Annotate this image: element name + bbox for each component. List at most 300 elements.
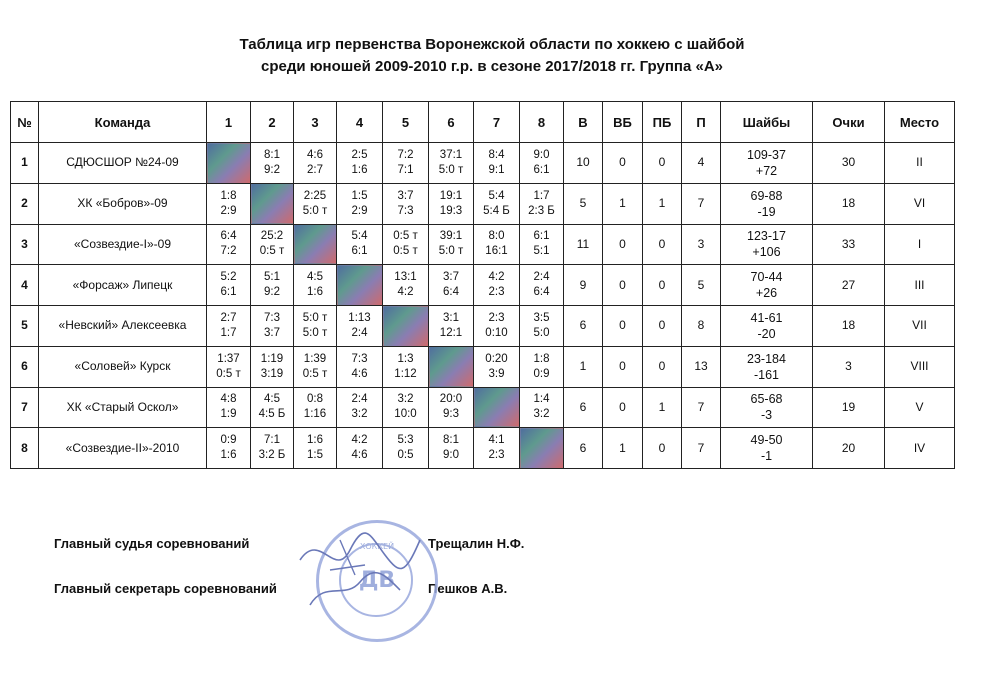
row-number: 3 <box>11 224 39 265</box>
goals-value: 41-61 <box>750 310 783 325</box>
score-value: 2:3 <box>488 286 505 299</box>
score-value: 2:9 <box>351 204 368 217</box>
score-value: 1:6 <box>307 434 323 447</box>
score-cell <box>429 387 474 428</box>
score-value: 0:5 <box>397 449 414 462</box>
score-value: 3:9 <box>488 367 505 380</box>
score-value: 7:2 <box>220 245 237 258</box>
score-cell <box>337 387 383 428</box>
score-cell <box>383 265 429 306</box>
score-value: 0:5 т <box>302 367 328 380</box>
diagonal-cell <box>251 183 294 224</box>
losses-cell: 4 <box>682 143 721 184</box>
diagonal-cell <box>429 346 474 387</box>
ot-wins-cell: 0 <box>603 265 643 306</box>
ot-losses-cell: 0 <box>643 306 682 347</box>
score-value: 4:6 <box>307 148 323 161</box>
team-name: ХК «Бобров»-09 <box>39 183 207 224</box>
score-value: 6:4 <box>443 286 459 299</box>
diagonal-cell <box>474 387 520 428</box>
score-cell <box>429 428 474 469</box>
score-value: 1:8 <box>220 189 237 202</box>
goals-value: -20 <box>757 326 776 341</box>
score-value: 0:5 т <box>259 245 285 258</box>
score-cell <box>383 224 429 265</box>
score-value: 7:1 <box>264 434 280 447</box>
row-number: 5 <box>11 306 39 347</box>
goals-value: 49-50 <box>750 433 783 448</box>
score-value: 3:7 <box>397 189 414 202</box>
score-value: 3:5 <box>533 311 550 324</box>
team-name: «Невский» Алексеевка <box>39 306 207 347</box>
ot-losses-cell: 0 <box>643 224 682 265</box>
ot-wins-cell: 0 <box>603 306 643 347</box>
score-value: 0:9 <box>533 367 550 380</box>
goals-value: +106 <box>752 245 781 260</box>
goals-value: 109-37 <box>747 147 786 162</box>
score-value: 25:2 <box>260 230 284 243</box>
score-value: 9:0 <box>443 449 459 462</box>
ot-wins-cell: 1 <box>603 183 643 224</box>
header-cell: 3 <box>294 102 337 143</box>
diagonal-cell <box>207 143 251 184</box>
points-cell: 33 <box>813 224 885 265</box>
score-value: 4:5 <box>264 393 280 406</box>
score-value: 4:8 <box>220 393 237 406</box>
goals-value: -19 <box>757 204 776 219</box>
score-value: 20:0 <box>439 393 463 406</box>
score-value: 0:5 т <box>393 245 418 258</box>
score-cell <box>294 183 337 224</box>
ot-losses-cell: 0 <box>643 265 682 306</box>
points-cell: 19 <box>813 387 885 428</box>
score-cell <box>429 224 474 265</box>
score-value: 12:1 <box>439 326 463 339</box>
score-value: 5:1 <box>264 271 280 284</box>
goals-value: -3 <box>760 408 773 423</box>
ot-wins-cell: 1 <box>603 428 643 469</box>
score-cell <box>474 306 520 347</box>
score-cell <box>251 306 294 347</box>
score-value: 1:16 <box>303 408 327 421</box>
score-value: 4:5 <box>307 271 323 284</box>
score-value: 19:3 <box>439 204 463 217</box>
score-value: 1:6 <box>307 286 323 299</box>
header-cell: В <box>564 102 603 143</box>
score-value: 0:10 <box>485 326 508 339</box>
points-cell: 3 <box>813 346 885 387</box>
score-cell <box>294 306 337 347</box>
points-cell: 27 <box>813 265 885 306</box>
ot-losses-cell: 0 <box>643 346 682 387</box>
goals-value: 70-44 <box>750 270 783 285</box>
ot-wins-cell: 0 <box>603 143 643 184</box>
ot-losses-cell: 1 <box>643 183 682 224</box>
losses-cell: 8 <box>682 306 721 347</box>
wins-cell: 5 <box>564 183 603 224</box>
score-value: 5:1 <box>533 245 550 258</box>
score-value: 37:1 <box>439 148 463 161</box>
table-row <box>11 224 955 265</box>
table-row <box>11 183 955 224</box>
score-cell <box>207 387 251 428</box>
score-value: 5:0 т <box>302 311 328 324</box>
score-value: 1:6 <box>351 163 368 176</box>
secretary-name: Пешков А.В. <box>428 581 508 596</box>
row-number: 1 <box>11 143 39 184</box>
team-name: «Созвездие-I»-09 <box>39 224 207 265</box>
score-value: 3:2 <box>351 408 368 421</box>
losses-cell: 13 <box>682 346 721 387</box>
ot-wins-cell: 0 <box>603 224 643 265</box>
table-row <box>11 428 955 469</box>
svg-text:ДВ: ДВ <box>358 568 396 593</box>
header-cell: Команда <box>39 102 207 143</box>
score-cell <box>429 306 474 347</box>
wins-cell: 11 <box>564 224 603 265</box>
score-value: 1:3 <box>397 352 414 365</box>
document-title <box>0 34 984 78</box>
wins-cell: 10 <box>564 143 603 184</box>
score-cell <box>520 265 564 306</box>
score-cell <box>207 428 251 469</box>
score-value: 2:4 <box>351 393 368 406</box>
score-value: 3:2 Б <box>258 449 286 462</box>
score-value: 2:4 <box>533 271 550 284</box>
title-line-1: Таблица игр первенства Воронежской области по хоккею с шайбой <box>239 36 745 53</box>
team-name: «Соловей» Курск <box>39 346 207 387</box>
losses-cell: 3 <box>682 224 721 265</box>
score-cell <box>337 428 383 469</box>
score-value: 9:0 <box>533 148 550 161</box>
score-cell <box>207 265 251 306</box>
score-value: 5:0 т <box>302 326 328 339</box>
score-value: 5:4 <box>488 189 505 202</box>
score-value: 4:5 Б <box>258 408 286 421</box>
score-cell <box>251 387 294 428</box>
wins-cell: 9 <box>564 265 603 306</box>
wins-cell: 6 <box>564 387 603 428</box>
table-body <box>11 143 955 469</box>
score-value: 7:1 <box>397 163 414 176</box>
score-value: 1:9 <box>220 408 237 421</box>
score-value: 6:1 <box>533 230 550 243</box>
goals-value: +72 <box>755 163 778 178</box>
row-number: 8 <box>11 428 39 469</box>
score-cell <box>429 265 474 306</box>
score-value: 5:0 т <box>438 163 464 176</box>
wins-cell: 6 <box>564 306 603 347</box>
score-cell <box>251 265 294 306</box>
score-value: 2:5 <box>351 148 368 161</box>
score-value: 5:0 т <box>302 204 328 217</box>
header-cell: 6 <box>429 102 474 143</box>
score-value: 13:1 <box>394 271 417 284</box>
score-value: 2:3 <box>488 311 505 324</box>
score-cell <box>474 183 520 224</box>
score-value: 1:39 <box>303 352 327 365</box>
score-value: 9:2 <box>264 286 280 299</box>
goals-cell <box>721 224 813 265</box>
score-value: 3:19 <box>260 367 284 380</box>
score-cell <box>294 265 337 306</box>
goals-cell <box>721 387 813 428</box>
score-cell <box>383 346 429 387</box>
score-value: 7:2 <box>397 148 414 161</box>
row-number: 4 <box>11 265 39 306</box>
score-value: 1:19 <box>260 352 284 365</box>
score-value: 8:1 <box>443 434 459 447</box>
score-cell <box>251 143 294 184</box>
score-cell <box>337 306 383 347</box>
score-cell <box>383 183 429 224</box>
score-value: 3:2 <box>533 408 550 421</box>
points-cell: 18 <box>813 306 885 347</box>
points-cell: 30 <box>813 143 885 184</box>
score-cell <box>294 346 337 387</box>
place-cell: VI <box>885 183 955 224</box>
score-value: 2:7 <box>220 311 237 324</box>
score-value: 3:1 <box>443 311 459 324</box>
header-cell: Место <box>885 102 955 143</box>
table-row <box>11 143 955 184</box>
diagonal-cell <box>383 306 429 347</box>
score-value: 0:5 т <box>216 367 241 380</box>
score-cell <box>520 143 564 184</box>
place-cell: VII <box>885 306 955 347</box>
table-row <box>11 306 955 347</box>
goals-cell <box>721 143 813 184</box>
place-cell: II <box>885 143 955 184</box>
wins-cell: 6 <box>564 428 603 469</box>
secretary-label: Главный секретарь соревнований <box>54 581 277 596</box>
score-value: 8:4 <box>488 148 505 161</box>
score-value: 4:6 <box>351 449 368 462</box>
score-value: 4:2 <box>488 271 505 284</box>
header-cell: ВБ <box>603 102 643 143</box>
stamp-text: ХОККЕЙ <box>359 542 395 551</box>
diagonal-cell <box>520 428 564 469</box>
losses-cell: 7 <box>682 183 721 224</box>
header-cell: Шайбы <box>721 102 813 143</box>
score-value: 39:1 <box>439 230 463 243</box>
score-value: 6:4 <box>533 286 550 299</box>
score-value: 4:1 <box>488 434 505 447</box>
points-cell: 18 <box>813 183 885 224</box>
score-value: 0:5 т <box>393 230 418 243</box>
table-row <box>11 387 955 428</box>
header-cell: 5 <box>383 102 429 143</box>
score-cell <box>337 183 383 224</box>
row-number: 7 <box>11 387 39 428</box>
place-cell: I <box>885 224 955 265</box>
ot-losses-cell: 1 <box>643 387 682 428</box>
place-cell: IV <box>885 428 955 469</box>
score-value: 7:3 <box>264 311 280 324</box>
score-value: 9:1 <box>488 163 505 176</box>
score-cell <box>474 346 520 387</box>
score-value: 3:2 <box>397 393 414 406</box>
diagonal-cell <box>337 265 383 306</box>
score-cell <box>383 428 429 469</box>
goals-value: +26 <box>755 286 778 301</box>
goals-value: 23-184 <box>747 351 786 366</box>
ot-wins-cell: 0 <box>603 346 643 387</box>
goals-cell <box>721 428 813 469</box>
score-cell <box>429 143 474 184</box>
score-value: 1:37 <box>217 352 240 365</box>
points-cell: 20 <box>813 428 885 469</box>
row-number: 6 <box>11 346 39 387</box>
ot-losses-cell: 0 <box>643 143 682 184</box>
score-cell <box>337 143 383 184</box>
score-cell <box>520 387 564 428</box>
place-cell: V <box>885 387 955 428</box>
score-value: 5:4 Б <box>483 204 510 217</box>
score-cell <box>520 306 564 347</box>
goals-cell <box>721 346 813 387</box>
team-name: СДЮСШОР №24-09 <box>39 143 207 184</box>
goals-cell <box>721 306 813 347</box>
score-cell <box>520 224 564 265</box>
score-cell <box>207 346 251 387</box>
header-cell: 8 <box>520 102 564 143</box>
score-value: 2:25 <box>303 189 327 202</box>
score-value: 8:1 <box>264 148 280 161</box>
score-value: 2:7 <box>307 163 323 176</box>
judge-name: Трещалин Н.Ф. <box>428 536 525 551</box>
table-row <box>11 265 955 306</box>
goals-value: 69-88 <box>750 188 783 203</box>
losses-cell: 7 <box>682 428 721 469</box>
score-cell <box>429 183 474 224</box>
score-value: 4:2 <box>397 286 414 299</box>
score-cell <box>251 224 294 265</box>
score-value: 1:5 <box>351 189 368 202</box>
score-value: 19:1 <box>439 189 463 202</box>
score-cell <box>520 346 564 387</box>
losses-cell: 7 <box>682 387 721 428</box>
score-value: 7:3 <box>351 352 368 365</box>
score-value: 6:1 <box>351 245 368 258</box>
score-value: 2:9 <box>220 204 237 217</box>
score-value: 6:1 <box>533 163 550 176</box>
score-value: 3:7 <box>443 271 459 284</box>
score-value: 8:0 <box>488 230 505 243</box>
header-cell: 7 <box>474 102 520 143</box>
ot-wins-cell: 0 <box>603 387 643 428</box>
row-number: 2 <box>11 183 39 224</box>
judge-label: Главный судья соревнований <box>54 536 250 551</box>
score-value: 5:2 <box>220 271 237 284</box>
score-cell <box>383 143 429 184</box>
score-value: 7:3 <box>397 204 414 217</box>
score-value: 1:12 <box>394 367 417 380</box>
place-cell: III <box>885 265 955 306</box>
score-cell <box>294 428 337 469</box>
score-value: 1:13 <box>348 311 371 324</box>
goals-value: 65-68 <box>750 392 783 407</box>
score-value: 1:7 <box>533 189 550 202</box>
header-cell: № <box>11 102 39 143</box>
losses-cell: 5 <box>682 265 721 306</box>
score-cell <box>474 143 520 184</box>
score-cell <box>207 306 251 347</box>
diagonal-cell <box>294 224 337 265</box>
header-cell: ПБ <box>643 102 682 143</box>
score-value: 1:6 <box>220 449 237 462</box>
header-cell: 1 <box>207 102 251 143</box>
score-value: 1:8 <box>533 352 550 365</box>
score-value: 6:1 <box>220 286 237 299</box>
team-name: ХК «Старый Оскол» <box>39 387 207 428</box>
score-value: 0:8 <box>307 393 323 406</box>
standings-table <box>10 101 955 469</box>
header-cell: Очки <box>813 102 885 143</box>
score-cell <box>520 183 564 224</box>
score-value: 0:20 <box>485 352 508 365</box>
score-value: 1:4 <box>533 393 550 406</box>
ot-losses-cell: 0 <box>643 428 682 469</box>
goals-value: 123-17 <box>747 229 786 244</box>
team-name: «Форсаж» Липецк <box>39 265 207 306</box>
score-value: 16:1 <box>485 245 508 258</box>
score-value: 5:3 <box>397 434 414 447</box>
score-value: 10:0 <box>394 408 417 421</box>
score-value: 3:7 <box>264 326 280 339</box>
score-cell <box>474 224 520 265</box>
score-cell <box>383 387 429 428</box>
goals-value: -1 <box>760 449 773 464</box>
score-value: 2:3 <box>488 449 505 462</box>
score-value: 6:4 <box>220 230 237 243</box>
score-cell <box>251 346 294 387</box>
goals-value: -161 <box>753 367 780 382</box>
title-line-2: среди юношей 2009-2010 г.р. в сезоне 2017/2018 гг. Группа «А» <box>260 58 723 75</box>
header-cell: П <box>682 102 721 143</box>
score-value: 9:3 <box>443 408 459 421</box>
score-cell <box>337 224 383 265</box>
score-value: 2:3 Б <box>528 204 555 217</box>
score-cell <box>207 224 251 265</box>
header-cell: 4 <box>337 102 383 143</box>
score-cell <box>294 387 337 428</box>
place-cell: VIII <box>885 346 955 387</box>
score-value: 4:6 <box>351 367 368 380</box>
header-cell: 2 <box>251 102 294 143</box>
score-value: 5:0 т <box>438 245 464 258</box>
score-value: 1:7 <box>220 326 237 339</box>
score-cell <box>474 265 520 306</box>
score-value: 0:9 <box>220 434 237 447</box>
score-value: 4:2 <box>351 434 368 447</box>
score-value: 9:2 <box>264 163 280 176</box>
score-value: 2:4 <box>351 326 368 339</box>
header-row <box>11 102 955 143</box>
score-cell <box>474 428 520 469</box>
team-name: «Созвездие-II»-2010 <box>39 428 207 469</box>
score-cell <box>337 346 383 387</box>
goals-cell <box>721 265 813 306</box>
score-cell <box>207 183 251 224</box>
score-value: 5:0 <box>533 326 550 339</box>
signature-icon <box>290 520 440 610</box>
goals-cell <box>721 183 813 224</box>
score-cell <box>251 428 294 469</box>
score-value: 5:4 <box>351 230 368 243</box>
score-value: 1:5 <box>307 449 323 462</box>
wins-cell: 1 <box>564 346 603 387</box>
